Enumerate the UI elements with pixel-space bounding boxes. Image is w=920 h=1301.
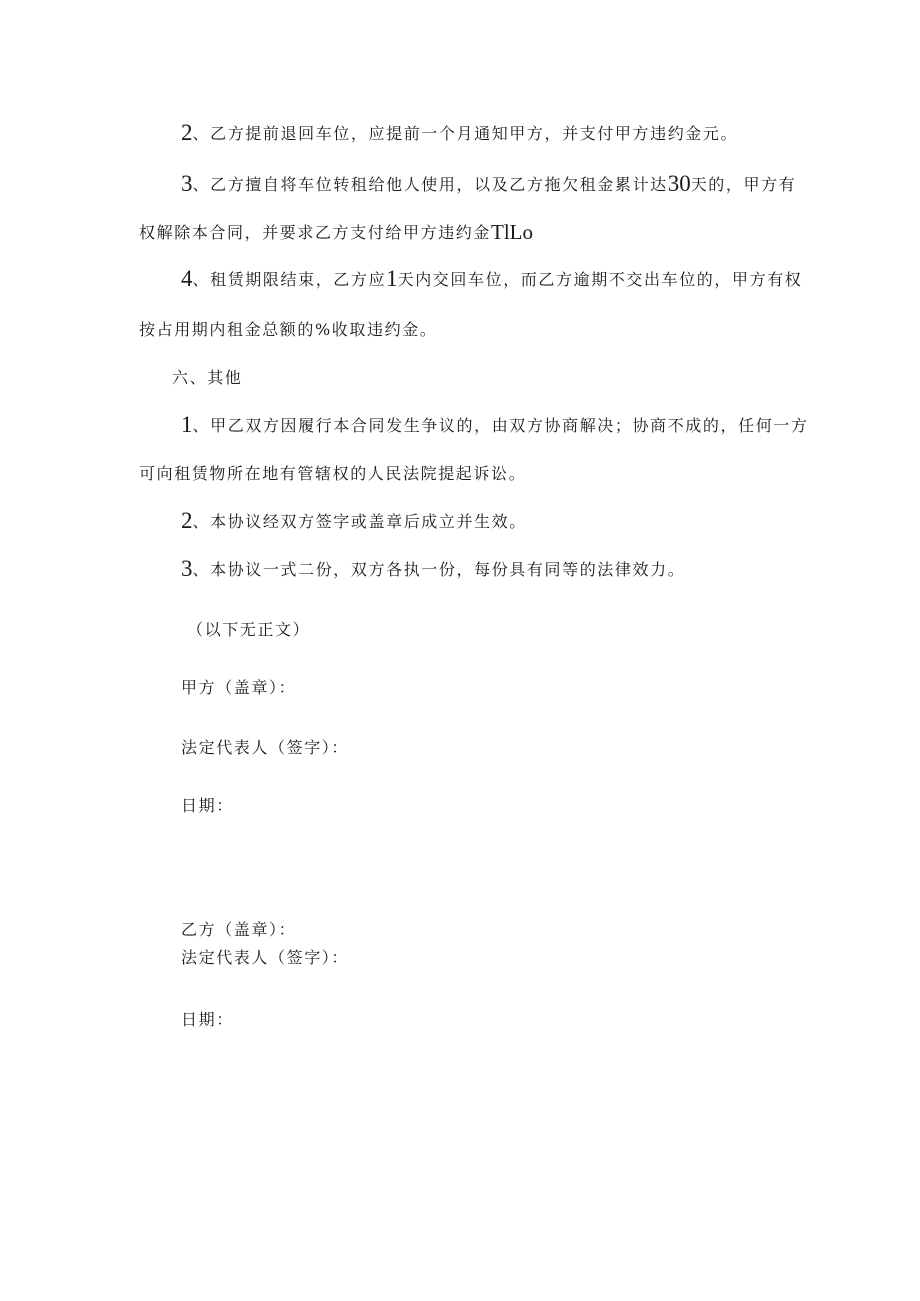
date-label-text: 日期： (181, 1010, 234, 1029)
section-heading (172, 368, 242, 388)
clause-number: 2 (181, 120, 193, 145)
clause-4-line-2 (139, 320, 437, 340)
clause-number: 3 (181, 171, 193, 196)
item-text: 、本协议经双方签字或盖章后成立并生效。 (192, 512, 527, 531)
item-number: 3 (181, 556, 193, 581)
party-b-date-label (181, 1010, 234, 1030)
clause-text: 、乙方提前退回车位，应提前一个月通知甲方，并支付甲方违约金元。 (192, 124, 739, 143)
party-a-seal-label (181, 678, 296, 698)
end-note-text: （以下无正文） (187, 620, 311, 639)
item-text: 、本协议一式二份，双方各执一份，每份具有同等的法律效力。 (192, 560, 686, 579)
clause-text: 、租赁期限结束，乙方应 (192, 270, 387, 289)
clause-3-line-2 (139, 222, 533, 243)
item-text: 、甲乙双方因履行本合同发生争议的，由双方协商解决；协商不成的，任何一方 (192, 416, 809, 435)
days-count: 1 (386, 266, 398, 291)
clause-2 (181, 120, 739, 145)
seal-label-text: 乙方（盖章）： (181, 920, 297, 939)
days-count: 30 (667, 171, 691, 196)
rep-label-text: 法定代表人（签字）： (181, 738, 350, 757)
clause-text: 权解除本合同，并要求乙方支付给甲方违约金 (139, 223, 492, 242)
end-of-text-note (187, 620, 310, 640)
clause-4-line-1 (181, 266, 803, 291)
section-heading-text: 六、其他 (172, 368, 243, 387)
item-number: 2 (181, 508, 193, 533)
party-b-seal-label (181, 920, 296, 940)
party-b-rep-label (181, 948, 349, 968)
item-1-line-2 (139, 464, 526, 484)
item-3 (181, 556, 686, 581)
clause-text: 、乙方擅自将车位转租给他人使用，以及乙方拖欠租金累计达 (192, 175, 668, 194)
rep-label-text: 法定代表人（签字）： (181, 948, 350, 967)
item-text: 可向租赁物所在地有管辖权的人民法院提起诉讼。 (139, 464, 527, 483)
item-number: 1 (181, 412, 193, 437)
penalty-amount: TlLo (491, 220, 534, 244)
clause-text: 天的，甲方有 (690, 175, 797, 194)
clause-3-line-1 (181, 171, 797, 196)
date-label-text: 日期： (181, 796, 234, 815)
item-1-line-1 (181, 412, 809, 437)
clause-text: 天内交回车位，而乙方逾期不交出车位的，甲方有权 (397, 270, 803, 289)
seal-label-text: 甲方（盖章）： (181, 678, 297, 697)
party-a-rep-label (181, 738, 349, 758)
item-2 (181, 508, 527, 533)
party-a-date-label (181, 796, 234, 816)
clause-number: 4 (181, 266, 193, 291)
clause-text: 按占用期内租金总额的%收取违约金。 (139, 320, 438, 339)
